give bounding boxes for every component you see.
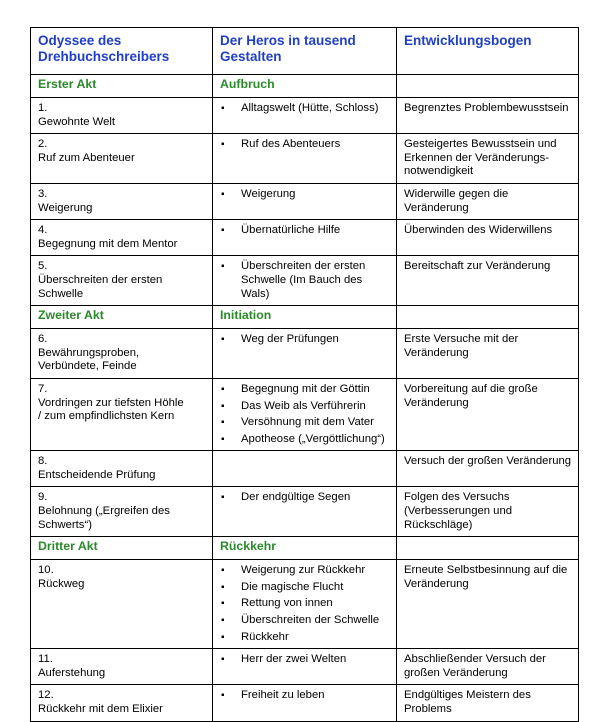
stage-label: Rückkehr <box>213 537 397 560</box>
step-number: 5. <box>38 260 48 273</box>
table-row <box>31 329 579 379</box>
list-item <box>220 383 391 397</box>
stage-list <box>220 564 391 644</box>
stage-text: Das Weib als Verführerin <box>241 399 366 412</box>
arc-cell: Überwinden des Widerwillens <box>397 220 579 256</box>
stage-list <box>220 383 391 446</box>
stage-label: Aufbruch <box>213 75 397 98</box>
stage-list <box>220 188 391 202</box>
list-item <box>220 564 391 578</box>
square-bullet-icon: ▪ <box>221 188 225 200</box>
hero-stage-cell <box>213 183 397 219</box>
hero-stage-cell <box>213 560 397 649</box>
table-row <box>31 256 579 306</box>
list-item <box>220 597 391 611</box>
step-title: Ruf zum Abenteuer <box>38 151 135 164</box>
step-cell <box>31 183 213 219</box>
header-screenwriter-odyssey: Odyssee des Drehbuchschreibers <box>31 28 213 75</box>
section-row <box>31 75 579 98</box>
stage-text: Rettung von innen <box>241 597 333 610</box>
section-empty-cell <box>397 306 579 329</box>
stage-text: Überschreiten der Schwelle <box>241 614 380 627</box>
hero-journey-table <box>30 27 579 722</box>
table-row <box>31 98 579 134</box>
act-label: Dritter Akt <box>31 537 213 560</box>
list-item <box>220 416 391 430</box>
stage-text: Apotheose („Vergöttlichung“) <box>241 432 385 445</box>
hero-stage-cell <box>213 220 397 256</box>
step-number: 9. <box>38 491 48 504</box>
step-title: Bewährungsproben, Verbündete, Feinde <box>38 346 140 373</box>
step-number: 12. <box>38 689 54 702</box>
table-row <box>31 183 579 219</box>
header-hero-thousand-faces: Der Heros in tausend Gestalten <box>213 28 397 75</box>
step-number: 4. <box>38 224 48 237</box>
hero-stage-cell <box>213 451 397 487</box>
square-bullet-icon: ▪ <box>221 581 225 593</box>
table-row <box>31 649 579 685</box>
hero-stage-cell <box>213 329 397 379</box>
square-bullet-icon: ▪ <box>221 103 225 114</box>
stage-text: Ruf des Abenteuers <box>241 138 341 151</box>
step-title: Überschreiten der ersten Schwelle <box>38 273 163 300</box>
square-bullet-icon: ▪ <box>221 631 225 643</box>
list-item <box>220 631 391 645</box>
step-cell <box>31 329 213 379</box>
step-cell <box>31 256 213 306</box>
square-bullet-icon: ▪ <box>221 334 225 346</box>
step-title: Weigerung <box>38 201 93 214</box>
square-bullet-icon: ▪ <box>221 225 225 237</box>
square-bullet-icon: ▪ <box>221 615 225 627</box>
step-title: Auferstehung <box>38 666 106 679</box>
arc-cell: Gesteigertes Bewusstsein und Erkennen der Veränderungs-notwendigkeit <box>397 134 579 184</box>
list-item <box>220 224 391 238</box>
step-number: 8. <box>38 455 48 468</box>
stage-text: Alltagswelt (Hütte, Schloss) <box>241 102 379 114</box>
arc-cell: Vorbereitung auf die große Veränderung <box>397 378 579 450</box>
act-label: Zweiter Akt <box>31 306 213 329</box>
square-bullet-icon: ▪ <box>221 565 225 577</box>
stage-text: Weigerung <box>241 187 296 200</box>
hero-stage-cell <box>213 256 397 306</box>
step-cell <box>31 685 213 721</box>
step-number: 3. <box>38 187 48 200</box>
step-cell <box>31 560 213 649</box>
step-title: Rückweg <box>38 577 85 590</box>
step-cell <box>31 378 213 450</box>
step-number: 6. <box>38 333 48 346</box>
list-item <box>220 581 391 595</box>
table-row <box>31 560 579 649</box>
step-number: 2. <box>38 138 48 151</box>
step-title: Begegnung mit dem Mentor <box>38 237 178 250</box>
list-item <box>220 188 391 202</box>
list-item <box>220 400 391 414</box>
hero-stage-cell <box>213 98 397 134</box>
table-row <box>31 487 579 537</box>
arc-cell: Bereitschaft zur Veränderung <box>397 256 579 306</box>
step-number: 1. <box>38 102 48 114</box>
square-bullet-icon: ▪ <box>221 690 225 702</box>
stage-list <box>220 333 391 347</box>
section-empty-cell <box>397 75 579 98</box>
stage-text: Begegnung mit der Göttin <box>241 382 370 395</box>
table-row <box>31 685 579 721</box>
arc-cell: Begrenztes Problembewusstsein <box>397 98 579 134</box>
square-bullet-icon: ▪ <box>221 433 225 445</box>
square-bullet-icon: ▪ <box>221 492 225 504</box>
stage-list <box>220 653 391 667</box>
step-title: Belohnung („Ergreifen des Schwerts“) <box>38 505 170 531</box>
arc-cell: Abschließender Versuch der großen Veränderung <box>397 649 579 685</box>
square-bullet-icon: ▪ <box>221 598 225 610</box>
table-row <box>31 378 579 450</box>
list-item <box>220 102 391 116</box>
list-item <box>220 491 391 505</box>
square-bullet-icon: ▪ <box>221 417 225 429</box>
square-bullet-icon: ▪ <box>221 400 225 412</box>
stage-list <box>220 491 391 505</box>
hero-stage-cell <box>213 378 397 450</box>
square-bullet-icon: ▪ <box>221 261 225 273</box>
arc-cell: Versuch der großen Veränderung <box>397 451 579 487</box>
stage-text: Überschreiten der ersten Schwelle (Im Bauch des Wals) <box>241 260 366 300</box>
stage-text: Weigerung zur Rückkehr <box>241 564 366 577</box>
list-item <box>220 614 391 628</box>
section-empty-cell <box>397 537 579 560</box>
stage-text: Rückkehr <box>241 630 289 643</box>
step-number: 7. <box>38 382 48 395</box>
arc-cell: Widerwille gegen die Veränderung <box>397 183 579 219</box>
hero-stage-cell <box>213 649 397 685</box>
step-title: Rückkehr mit dem Elixier <box>38 703 163 715</box>
act-label: Erster Akt <box>31 75 213 98</box>
list-item <box>220 260 391 301</box>
list-item <box>220 689 391 703</box>
stage-list <box>220 689 391 703</box>
list-item <box>220 333 391 347</box>
stage-text: Herr der zwei Welten <box>241 653 347 666</box>
stage-text: Übernatürliche Hilfe <box>241 224 341 237</box>
stage-text: Der endgültige Segen <box>241 491 351 504</box>
step-cell <box>31 487 213 537</box>
step-cell <box>31 220 213 256</box>
step-cell <box>31 134 213 184</box>
hero-stage-cell <box>213 487 397 537</box>
stage-list <box>220 260 391 301</box>
step-cell <box>31 98 213 134</box>
hero-stage-cell <box>213 685 397 721</box>
hero-stage-cell <box>213 134 397 184</box>
step-number: 10. <box>38 564 54 577</box>
stage-list <box>220 102 391 116</box>
section-row <box>31 306 579 329</box>
arc-cell: Erneute Selbstbesinnung auf die Veränderung <box>397 560 579 649</box>
step-number: 11. <box>38 653 53 666</box>
stage-label: Initiation <box>213 306 397 329</box>
table-row <box>31 451 579 487</box>
arc-cell: Folgen des Versuchs (Verbesserungen und Rückschläge) <box>397 487 579 537</box>
table-row <box>31 220 579 256</box>
step-title: Entscheidende Prüfung <box>38 468 156 481</box>
stage-text: Freiheit zu leben <box>241 689 325 702</box>
table-row <box>31 134 579 184</box>
arc-cell: Erste Versuche mit der Veränderung <box>397 329 579 379</box>
table-container <box>30 27 579 722</box>
header-character-arc: Entwicklungsbogen <box>397 28 579 75</box>
square-bullet-icon: ▪ <box>221 383 225 395</box>
header-row <box>31 28 579 75</box>
section-row <box>31 537 579 560</box>
list-item <box>220 653 391 667</box>
stage-text: Die magische Flucht <box>241 580 344 593</box>
step-cell <box>31 451 213 487</box>
list-item <box>220 138 391 152</box>
square-bullet-icon: ▪ <box>221 654 225 666</box>
square-bullet-icon: ▪ <box>221 139 225 151</box>
step-title: Vordringen zur tiefsten Höhle / zum empfindlichsten Kern <box>38 396 184 423</box>
stage-text: Versöhnung mit dem Vater <box>241 416 374 429</box>
table-body <box>31 75 579 722</box>
stage-list <box>220 224 391 238</box>
step-title: Gewohnte Welt <box>38 115 116 128</box>
stage-list <box>220 138 391 152</box>
arc-cell: Endgültiges Meistern des Problems <box>397 685 579 721</box>
step-cell <box>31 649 213 685</box>
list-item <box>220 433 391 447</box>
stage-text: Weg der Prüfungen <box>241 333 339 346</box>
